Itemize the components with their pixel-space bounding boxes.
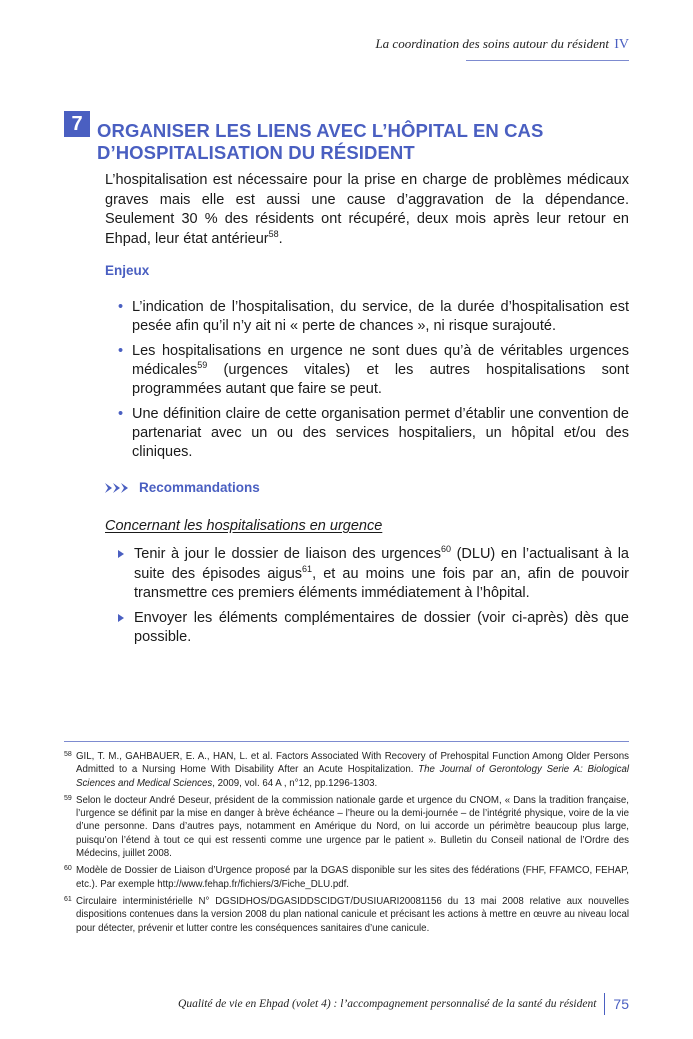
footnotes <box>64 750 629 939</box>
triple-chevron-arrows-icon <box>105 482 135 494</box>
list-item: • Une définition claire de cette organisation permet d’établir une convention de partenariat avec un ou des services hospitaliers, un hôpital et/ou des cliniques. <box>118 406 629 460</box>
section-number-badge: 7 <box>64 111 90 137</box>
enjeux-list <box>118 298 629 468</box>
recommandations-label: Recommandations <box>139 480 260 495</box>
footnote: 58 GIL, T. M., GAHBAUER, E. A., HAN, L. et al. Factors Associated With Recovery of Prehospital Function Among Older Persons Admitted to a Nursing Home With Disability After an Acute Hospitalization. The Journal of Gerontology Serie A: Biological Sciences and Medical Sciences, 2009, vol. 64 A , n°12, pp.1296-1303. <box>64 750 629 790</box>
page-number: 75 <box>613 996 629 1012</box>
footnote-rule <box>64 741 629 742</box>
subheading-urgences: Concernant les hospitalisations en urgence <box>105 518 383 534</box>
footnote-number: 61 <box>64 895 72 903</box>
intro-text: L’hospitalisation est nécessaire pour la prise en charge de problèmes médicaux graves mais elle est aussi une cause d’aggravation de la dépendance. Seulement 30 % des résidents ont récupéré, deux mois après leur retour en Ehpad, leur état antérieur <box>105 172 629 247</box>
list-item: Tenir à jour le dossier de liaison des urgences$^{60}$ (DLU) en l’actualisant à la suite des épisodes aigus$^{61}$, et au moins une fois par an, afin de pouvoir transmettre ces premiers éléments immédiatement à l’hôpital. <box>118 545 629 604</box>
footnote-number: 59 <box>64 794 72 802</box>
footnote: 61 Circulaire interministérielle N° DGSIDHOS/DGASIDDSCIDGT/DUSIUARI20081156 du 13 mai 2008 relative aux nouvelles dispositions contenues dans la version 2008 du plan national canicule et précisant les actions à mettre en œuvre au niveau local pour détecter, prévenir et lutter contre les conséquences sanitaires d’une canicule. <box>64 895 629 935</box>
list-item: • L’indication de l’hospitalisation, du service, de la durée d’hospitalisation est pesée afin qu’il n’y ait ni « perte de chances », ni risque surajouté. <box>118 299 629 334</box>
footnote-number: 58 <box>64 751 72 758</box>
section-title-line: ORGANISER LES LIENS AVEC L’HÔPITAL EN CAS <box>97 120 544 141</box>
enjeux-heading: Enjeux <box>105 263 150 278</box>
footnote-ref[interactable]: 59 <box>197 360 208 371</box>
intro-paragraph: L’hospitalisation est nécessaire pour la prise en charge de problèmes médicaux graves mais elle est aussi une cause d’aggravation de la dépendance. Seulement 30 % des résidents ont récupéré, deux mois après leur retour en Ehpad, leur état antérieur$^{58}$. <box>105 172 629 247</box>
footnote: 59 Selon le docteur André Deseur, président de la commission nationale garde et urgence du CNOM, « Dans la tradition française, l’urgence se définit par la mise en danger à brève échéance – l’heure ou la demi-journée – de l’intégrité physique, voire de la vie d’une personne. Dans d’autres pays, notamment en Amérique du Nord, on lui accorde un périmètre beaucoup plus large, puisqu’on l’étend à tout ce qui est ressenti comme une urgence par le patient ». Bulletin du Conseil national de l’Ordre des Médecins, juillet 2008. <box>64 794 629 860</box>
footnote-number: 60 <box>64 865 72 873</box>
bullet-icon: • <box>118 299 124 315</box>
footnote-ref[interactable]: 61 <box>302 563 313 574</box>
section-title <box>97 120 617 164</box>
recommandations-heading <box>105 480 260 495</box>
footer-title: Qualité de vie en Ehpad (volet 4) : l’accompagnement personnalisé de la santé du résident <box>178 998 597 1010</box>
chapter-number: IV <box>614 37 629 52</box>
bullet-icon: • <box>118 343 124 359</box>
header-rule <box>466 60 629 61</box>
running-head-title: La coordination des soins autour du résident <box>375 36 609 51</box>
triangle-right-icon <box>118 614 124 622</box>
recommandations-list <box>118 545 629 653</box>
footer-separator <box>604 993 605 1015</box>
list-item: • Les hospitalisations en urgence ne sont dues qu’à de véritables urgences médicales$^{59}$ (urgences vitales) et les autres hospitalisations sont programmées autant que faire se peut. <box>118 343 629 397</box>
triangle-right-icon <box>118 550 124 558</box>
bullet-icon: • <box>118 406 124 422</box>
section-title-line: D’HOSPITALISATION DU RÉSIDENT <box>97 142 415 163</box>
list-item: Envoyer les éléments complémentaires de dossier (voir ci-après) dès que possible. <box>118 609 629 648</box>
page-footer <box>178 993 629 1015</box>
running-head <box>375 36 629 53</box>
footnote-ref[interactable]: 58 <box>268 228 279 239</box>
footnote-ref[interactable]: 60 <box>440 544 451 555</box>
footnote: 60 Modèle de Dossier de Liaison d’Urgence proposé par la DGAS disponible sur les sites des fédérations (FHF, FFAMCO, FEHAP, etc.). Par exemple http://www.fehap.fr/fichiers/3/Fiche_DLU.pdf. <box>64 864 629 891</box>
